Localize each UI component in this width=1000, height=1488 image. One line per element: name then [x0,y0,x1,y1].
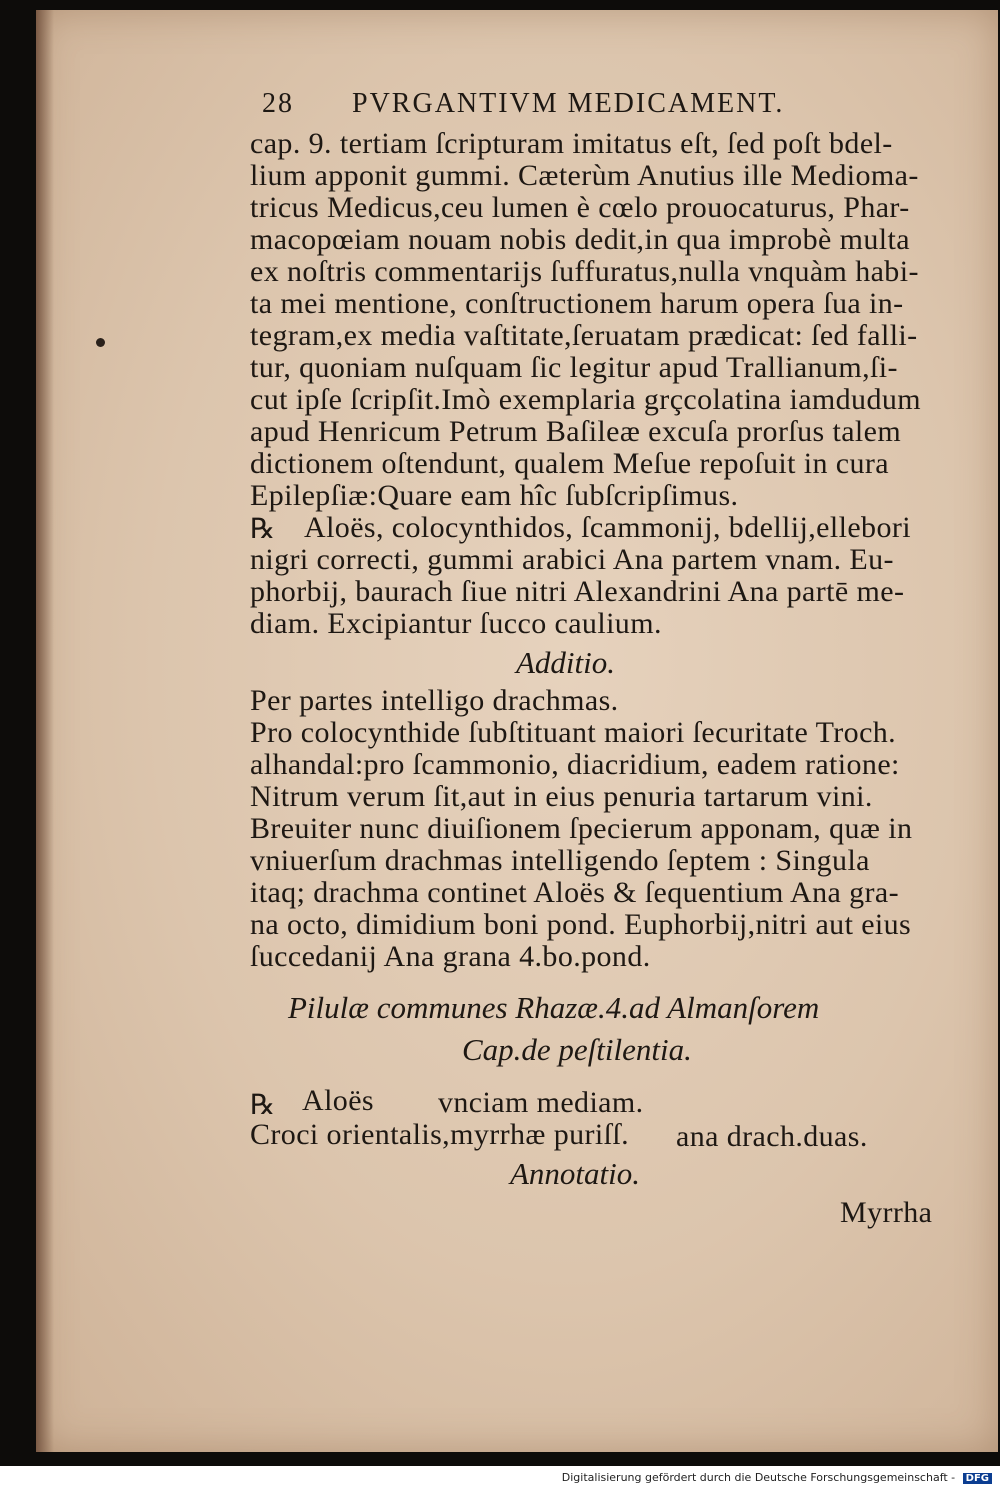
credit-text: Digitalisierung gefördert durch die Deutsche Forschungsgemeinschaft - [561,1471,956,1484]
additio-line: vniuerſum drachmas intelligendo ſeptem : Singula [250,844,870,877]
catchword: Myrrha [840,1196,933,1229]
ingredient-amount: vnciam mediam. [438,1086,644,1119]
body-line: tur, quoniam nuſquam ſic legitur apud Trallianum,ſi- [250,351,898,384]
additio-line: na octo, dimidium boni pond. Euphorbij,nitri aut eius [250,908,912,941]
page-number: 28 [262,88,294,119]
body-line: cut ipſe ſcripſit.Imò exemplaria grçcolatina iamdudum [250,383,921,416]
recipe-line: nigri correcti, gummi arabici Ana partem vnam. Eu- [250,543,894,576]
recipe-line: diam. Excipiantur ſucco caulium. [250,607,662,640]
page-gutter-shadow [36,10,54,1452]
running-title: PVRGANTIVM MEDICAMENT. [352,88,785,119]
body-line: ex noſtris commentarijs ſuffuratus,nulla vnquàm habi- [250,255,919,288]
additio-line: Breuiter nunc diuiſionem ſpecierum apponam, quæ in [250,812,913,845]
recipe-line: phorbij, baurach ſiue nitri Alexandrini Ana partē me- [250,575,905,608]
body-line: tricus Medicus,ceu lumen è cœlo prouocaturus, Phar- [250,191,910,224]
ingredient-name: Aloës [302,1084,374,1117]
additio-heading: Additio. [516,645,616,680]
recipe-symbol: ℞ [250,1090,276,1121]
recipe-symbol: ℞ [250,514,276,545]
additio-line: Pro colocynthide ſubſtituant maiori ſecuritate Troch. [250,716,897,749]
body-line: cap. 9. tertiam ſcripturam imitatus eſt, ſed poſt bdel- [250,127,893,160]
recipe-line: Aloës, colocynthidos, ſcammonij, bdellij,ellebori [304,511,911,544]
dfg-logo: DFG [963,1473,992,1484]
body-line: lium apponit gummi. Cæterùm Anutius ille Medioma- [250,159,919,192]
additio-line: Nitrum verum ſit,aut in eius penuria tartarum vini. [250,780,873,813]
additio-line: itaq; drachma continet Aloës & ſequentium Ana gra- [250,876,899,909]
pilulae-heading: Pilulæ communes Rhazæ.4.ad Almanſorem [288,990,820,1025]
body-line: ta mei mentione, conſtructionem harum opera ſua in- [250,287,904,320]
pilulae-subheading: Cap.de peſtilentia. [462,1032,692,1067]
body-line: dictionem oſtendunt, qualem Meſue repoſuit in cura [250,447,889,480]
ink-spot [96,338,105,347]
ingredient-amount: ana drach.duas. [676,1120,868,1153]
body-line: Epilepſiæ:Quare eam hîc ſubſcripſimus. [250,479,739,512]
annotatio-heading: Annotatio. [510,1156,641,1191]
ingredient-name: Croci orientalis,myrrhæ puriſſ. [250,1118,630,1151]
body-line: apud Henricum Petrum Baſileæ excuſa prorſus talem [250,415,902,448]
body-line: macopœiam nouam nobis dedit,in qua improbè multa [250,223,910,256]
additio-line: Per partes intelligo drachmas. [250,684,619,717]
body-line: tegram,ex media vaſtitate,ſeruatam prædicat: ſed falli- [250,319,918,352]
additio-line: ſuccedanij Ana grana 4.bo.pond. [250,940,651,973]
digitization-credit [562,1471,992,1484]
additio-line: alhandal:pro ſcammonio, diacridium, eadem ratione: [250,748,900,781]
